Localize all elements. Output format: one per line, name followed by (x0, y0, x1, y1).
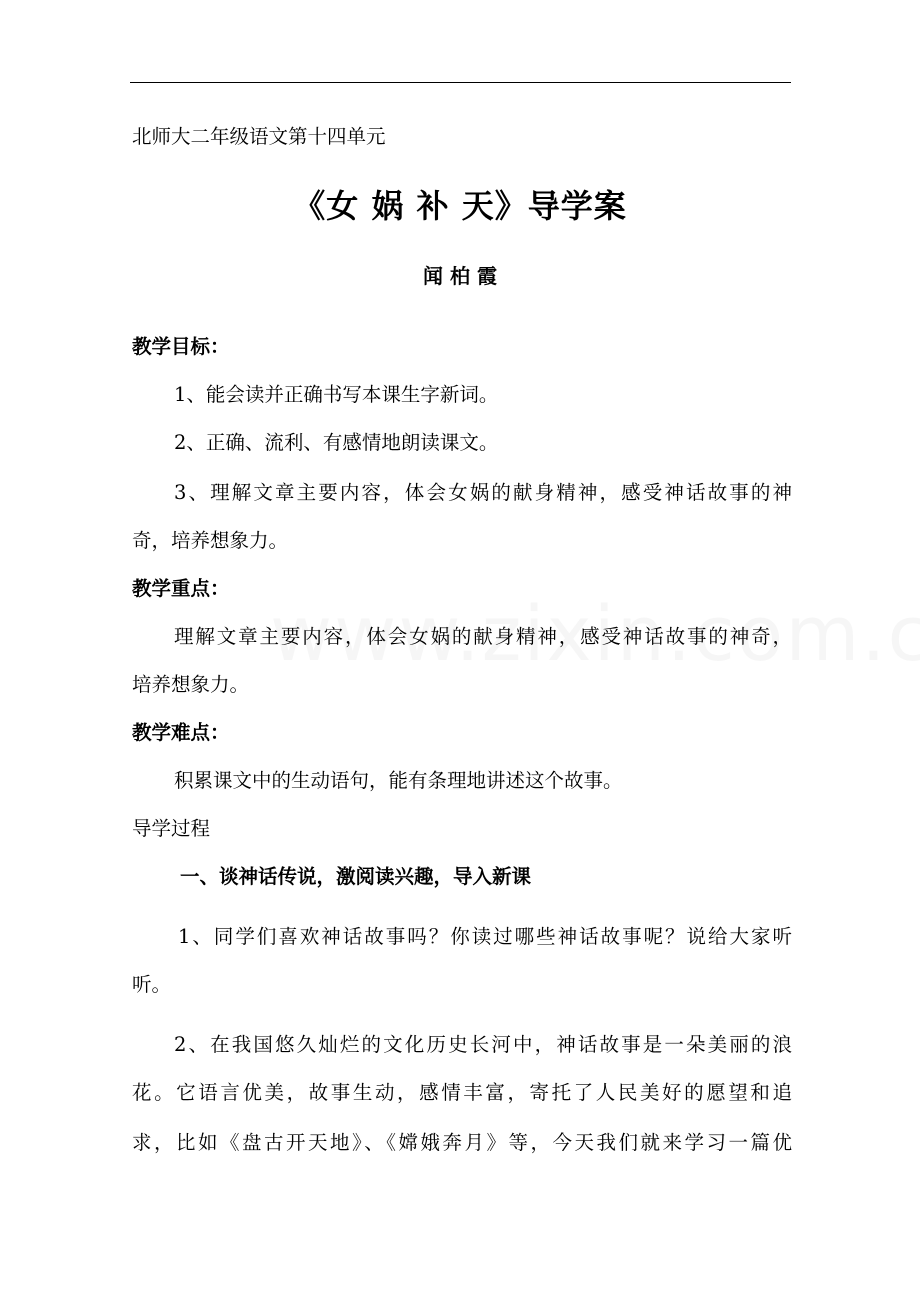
objective-item-3: 3、理解文章主要内容，体会女娲的献身精神，感受神话故事的神 (174, 481, 792, 504)
author-name: 闻 柏 霞 (423, 264, 497, 288)
p2-line-1: 2、在我国悠久灿烂的文化历史长河中，神话故事是一朵美丽的浪 (174, 1033, 792, 1056)
unit-label: 北师大二年级语文第十四单元 (132, 125, 386, 148)
p1-line-1: 1、同学们喜欢神话故事吗？你读过哪些神话故事呢？说给大家听 (178, 925, 792, 948)
process-heading: 导学过程 (132, 817, 211, 840)
difficulties-line-1: 积累课文中的生动语句，能有条理地讲述这个故事。 (174, 769, 623, 792)
objectives-heading: 教学目标： (132, 335, 230, 358)
objective-item-1: 1、能会读并正确书写本课生字新词。 (174, 383, 499, 406)
p2-line-3: 求，比如《盘古开天地》、《嫦娥奔月》等，今天我们就来学习一篇优 (132, 1131, 792, 1154)
key-points-line-2: 培养想象力。 (132, 673, 250, 696)
key-points-line-1: 理解文章主要内容，体会女娲的献身精神，感受神话故事的神奇， (174, 625, 792, 648)
objective-item-3-cont: 奇，培养想象力。 (132, 529, 289, 552)
p1-line-2: 听。 (132, 973, 172, 996)
section1-heading: 一、谈神话传说，激阅读兴趣，导入新课 (180, 865, 532, 888)
header-rule (130, 82, 791, 83)
difficulties-heading: 教学难点： (132, 721, 230, 744)
objective-item-2: 2、正确、流利、有感情地朗读课文。 (174, 431, 499, 454)
p2-line-2: 花。它语言优美，故事生动，感情丰富，寄托了人民美好的愿望和追 (132, 1081, 792, 1104)
document-title: 《女 娲 补 天》导学案 (293, 187, 627, 225)
key-points-heading: 教学重点： (132, 577, 230, 600)
